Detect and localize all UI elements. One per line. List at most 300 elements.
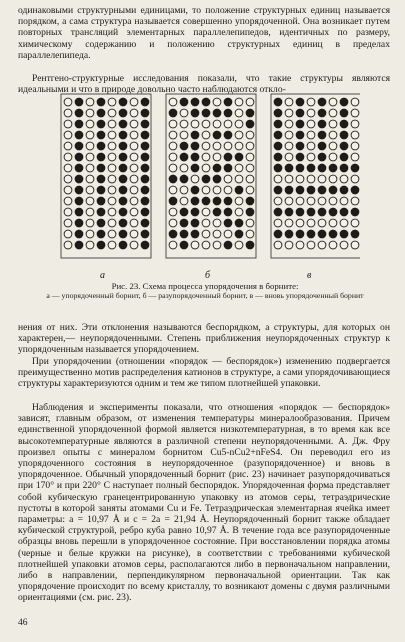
atom-black [235, 230, 243, 238]
atom-white [130, 131, 138, 139]
atom-black [351, 164, 359, 172]
atom-white [86, 153, 94, 161]
atom-black [296, 109, 304, 117]
atom-black [97, 219, 105, 227]
atom-black [224, 109, 232, 117]
atom-white [235, 208, 243, 216]
atom-black [191, 164, 199, 172]
atom-black [119, 153, 127, 161]
atom-white [202, 230, 210, 238]
atom-black [318, 98, 326, 106]
atom-black [180, 208, 188, 216]
atom-white [329, 241, 337, 249]
atom-black [246, 241, 254, 249]
atom-black [180, 219, 188, 227]
atom-black [296, 208, 304, 216]
atom-white [130, 164, 138, 172]
atom-black [285, 164, 293, 172]
atom-white [108, 186, 116, 194]
atom-white [296, 175, 304, 183]
atom-white [307, 241, 315, 249]
atom-white [202, 208, 210, 216]
atom-black [340, 142, 348, 150]
atom-black [191, 219, 199, 227]
atom-black [285, 208, 293, 216]
atom-white [64, 175, 72, 183]
atom-black [180, 98, 188, 106]
atom-white [86, 120, 94, 128]
atom-white [180, 186, 188, 194]
atom-white [235, 142, 243, 150]
atom-black [119, 175, 127, 183]
atom-white [224, 186, 232, 194]
atom-white [246, 230, 254, 238]
atom-black [119, 230, 127, 238]
atom-black [285, 230, 293, 238]
atom-white [130, 109, 138, 117]
atom-white [329, 98, 337, 106]
atom-white [64, 219, 72, 227]
atom-black [296, 120, 304, 128]
atom-black [180, 153, 188, 161]
atom-white [329, 131, 337, 139]
atom-white [329, 109, 337, 117]
atom-white [285, 175, 293, 183]
atom-black [119, 109, 127, 117]
atom-black [141, 186, 149, 194]
atom-white [108, 164, 116, 172]
atom-black [274, 109, 282, 117]
atom-white [307, 197, 315, 205]
atom-black [235, 186, 243, 194]
atom-white [329, 153, 337, 161]
atom-white [285, 153, 293, 161]
paragraph-3: Наблюдения и эксперименты показали, что отношения «порядок — беспорядок» зависят, главным образом, от изменения температуры минералообразования. Причем единственной упорядоченной формой является низкотемпературная, в то время как все высокотемпературные являются в различной степени неупорядоченными. А. Дж. Фру произвел опыты с минералом борнитом Cu5-nCu2+nFeS4. Он переводил его из упорядоченного состояния в неупорядоченное (разупорядоченное) и вновь в упорядоченное. Обычный упорядоченный борнит (рис. 23) начинает разупорядочиваться при 170° и при 220° С наступает полный беспорядок. Упорядоченная форма представляет собой кубическую гранецентрированную упаковку из атомов серы, тетраэдрические пустоты в которой заняты атомами Cu и Fe. Тетраэдрическая элементарная ячейка имеет параметры: a = 10,97 Å и c = 2a = 21,94 Å. Неупорядоченный борнит также обладает кубической структурой, ребро куба равно 10,97 Å. В течение года все разупорядоченные образцы вновь перешли в упорядоченное состояние. При восстановлении порядка атомы (черные и белые кружки на рисунке), в соответствии с требованиями кубической плотнейшей упаковки атомов серы, располагаются либо в первоначальном направлении, либо в направлении, перпендикулярном первоначальной ориентации. Так как упорядочение происходит по всему кристаллу, то возникают домены с двумя различными ориентациями (см. рис. 23). [18, 402, 390, 604]
atom-white [180, 120, 188, 128]
atom-white [64, 164, 72, 172]
atom-white [351, 197, 359, 205]
atom-white [351, 241, 359, 249]
atom-white [329, 197, 337, 205]
atom-white [108, 230, 116, 238]
atom-black [119, 186, 127, 194]
lattice-panel [271, 94, 360, 258]
atom-black [246, 120, 254, 128]
atom-white [130, 197, 138, 205]
atom-white [130, 230, 138, 238]
atom-black [224, 208, 232, 216]
lattice-panel [166, 94, 256, 258]
atom-white [130, 208, 138, 216]
atom-white [169, 219, 177, 227]
atom-white [246, 186, 254, 194]
atom-white [64, 142, 72, 150]
atom-white [235, 175, 243, 183]
atom-black [191, 197, 199, 205]
atom-black [202, 109, 210, 117]
atom-black [75, 186, 83, 194]
figure-caption [40, 282, 370, 300]
atom-black [318, 120, 326, 128]
figure-label-b: б [205, 270, 211, 281]
atom-black [318, 153, 326, 161]
atom-black [169, 197, 177, 205]
atom-white [329, 219, 337, 227]
atom-white [180, 164, 188, 172]
atom-black [75, 164, 83, 172]
atom-black [318, 208, 326, 216]
atom-black [75, 142, 83, 150]
atom-black [329, 230, 337, 238]
atom-white [86, 98, 94, 106]
atom-black [97, 98, 105, 106]
atom-white [169, 131, 177, 139]
atom-black [191, 153, 199, 161]
atom-white [340, 175, 348, 183]
atom-white [130, 98, 138, 106]
atom-black [191, 142, 199, 150]
atom-white [224, 120, 232, 128]
page-number: 46 [18, 618, 28, 628]
atom-black [296, 186, 304, 194]
atom-black [75, 120, 83, 128]
atom-white [202, 241, 210, 249]
atom-white [64, 197, 72, 205]
figure-label-a: а [100, 270, 105, 281]
atom-black [119, 120, 127, 128]
atom-white [329, 120, 337, 128]
atom-black [274, 186, 282, 194]
atom-white [307, 219, 315, 227]
figure-caption-title: Рис. 23. Схема процесса упорядочения в борните: [111, 281, 299, 291]
atom-white [285, 120, 293, 128]
atom-black [340, 208, 348, 216]
atom-white [130, 120, 138, 128]
atom-white [202, 219, 210, 227]
atom-white [108, 120, 116, 128]
atom-black [191, 131, 199, 139]
atom-white [64, 153, 72, 161]
atom-black [224, 153, 232, 161]
atom-white [169, 241, 177, 249]
atom-black [180, 230, 188, 238]
atom-black [296, 142, 304, 150]
atom-black [75, 230, 83, 238]
atom-black [296, 164, 304, 172]
atom-white [64, 98, 72, 106]
atom-white [108, 197, 116, 205]
atom-black [274, 208, 282, 216]
atom-white [340, 219, 348, 227]
atom-white [285, 98, 293, 106]
atom-black [274, 153, 282, 161]
atom-white [285, 219, 293, 227]
atom-white [318, 241, 326, 249]
atom-black [141, 131, 149, 139]
atom-white [180, 109, 188, 117]
atom-white [108, 109, 116, 117]
atom-white [246, 175, 254, 183]
atom-white [296, 197, 304, 205]
atom-black [75, 208, 83, 216]
atom-black [97, 131, 105, 139]
atom-white [213, 219, 221, 227]
atom-black [246, 197, 254, 205]
atom-white [329, 142, 337, 150]
atom-black [318, 109, 326, 117]
atom-white [86, 142, 94, 150]
atom-black [141, 208, 149, 216]
atom-black [296, 131, 304, 139]
atom-black [97, 186, 105, 194]
atom-black [340, 153, 348, 161]
atom-white [64, 109, 72, 117]
atom-white [274, 241, 282, 249]
atom-black [274, 120, 282, 128]
atom-white [307, 175, 315, 183]
atom-black [329, 208, 337, 216]
atom-black [213, 131, 221, 139]
atom-black [351, 230, 359, 238]
atom-black [119, 197, 127, 205]
atom-white [213, 142, 221, 150]
atom-white [169, 153, 177, 161]
atom-black [75, 131, 83, 139]
atom-black [296, 153, 304, 161]
atom-white [213, 120, 221, 128]
atom-white [351, 153, 359, 161]
atom-black [224, 197, 232, 205]
atom-white [307, 153, 315, 161]
atom-white [108, 241, 116, 249]
atom-black [224, 241, 232, 249]
atom-white [130, 186, 138, 194]
atom-black [169, 109, 177, 117]
atom-white [86, 219, 94, 227]
atom-black [75, 241, 83, 249]
atom-black [329, 186, 337, 194]
atom-white [329, 175, 337, 183]
atom-black [97, 208, 105, 216]
atom-white [86, 208, 94, 216]
atom-black [213, 164, 221, 172]
atom-black [141, 120, 149, 128]
atom-black [141, 109, 149, 117]
atom-black [340, 109, 348, 117]
atom-white [202, 153, 210, 161]
atom-black [141, 230, 149, 238]
atom-white [246, 219, 254, 227]
atom-white [274, 175, 282, 183]
atom-black [191, 208, 199, 216]
atom-black [307, 164, 315, 172]
atom-white [180, 131, 188, 139]
atom-black [351, 186, 359, 194]
atom-white [86, 164, 94, 172]
atom-white [130, 153, 138, 161]
atom-black [75, 153, 83, 161]
atom-white [307, 142, 315, 150]
atom-black [191, 186, 199, 194]
atom-white [86, 175, 94, 183]
atom-black [75, 109, 83, 117]
atom-white [202, 164, 210, 172]
atom-white [224, 175, 232, 183]
atom-black [307, 208, 315, 216]
atom-white [285, 131, 293, 139]
atom-black [97, 120, 105, 128]
atom-black [274, 131, 282, 139]
atom-black [97, 197, 105, 205]
atom-black [318, 164, 326, 172]
atom-white [86, 241, 94, 249]
atom-black [191, 109, 199, 117]
atom-black [141, 241, 149, 249]
atom-white [296, 219, 304, 227]
atom-white [169, 98, 177, 106]
atom-black [141, 219, 149, 227]
atom-black [75, 197, 83, 205]
atom-white [351, 120, 359, 128]
atom-white [351, 109, 359, 117]
atom-black [202, 98, 210, 106]
atom-white [235, 131, 243, 139]
atom-white [246, 131, 254, 139]
atom-black [180, 175, 188, 183]
atom-white [307, 120, 315, 128]
atom-black [180, 241, 188, 249]
atom-white [307, 98, 315, 106]
atom-black [75, 219, 83, 227]
atom-black [141, 164, 149, 172]
atom-black [329, 164, 337, 172]
atom-white [235, 120, 243, 128]
atom-white [213, 230, 221, 238]
atom-black [235, 219, 243, 227]
atom-white [202, 120, 210, 128]
atom-white [285, 142, 293, 150]
atom-white [235, 197, 243, 205]
atom-black [213, 109, 221, 117]
atom-white [191, 120, 199, 128]
atom-white [169, 164, 177, 172]
atom-white [64, 230, 72, 238]
atom-black [274, 142, 282, 150]
atom-white [213, 98, 221, 106]
atom-black [97, 153, 105, 161]
atom-black [119, 208, 127, 216]
atom-black [340, 131, 348, 139]
figure-caption-body: а — упорядоченный борнит, б — разупорядоченный борнит, в — вновь упорядоченный борнит [46, 291, 364, 300]
ordering-scheme [60, 93, 360, 273]
atom-white [130, 142, 138, 150]
paragraph-top: одинаковыми структурными единицами, то положение структурных единиц называется порядком, а сама структура называется совершенно упорядоченной. Она возникает путем повторных трансляций элементарных параллелепипедов, идентичных по размеру, химическому содержанию и положению структурных единиц в пределах параллелепипеда. [18, 5, 390, 61]
atom-black [97, 175, 105, 183]
figure-label-c: в [307, 270, 312, 281]
atom-black [141, 153, 149, 161]
atom-white [64, 186, 72, 194]
atom-black [224, 164, 232, 172]
atom-white [235, 109, 243, 117]
atom-white [318, 197, 326, 205]
atom-black [141, 175, 149, 183]
atom-white [246, 98, 254, 106]
atom-black [75, 175, 83, 183]
atom-white [64, 241, 72, 249]
atom-white [86, 131, 94, 139]
atom-black [119, 98, 127, 106]
atom-black [97, 109, 105, 117]
atom-white [130, 175, 138, 183]
atom-white [169, 208, 177, 216]
atom-white [285, 197, 293, 205]
atom-white [307, 109, 315, 117]
atom-white [285, 241, 293, 249]
atom-black [274, 230, 282, 238]
atom-black [75, 98, 83, 106]
atom-black [169, 175, 177, 183]
atom-white [285, 109, 293, 117]
atom-black [97, 142, 105, 150]
atom-black [318, 142, 326, 150]
atom-white [224, 230, 232, 238]
atom-white [296, 241, 304, 249]
atom-black [340, 120, 348, 128]
atom-black [246, 208, 254, 216]
atom-white [86, 230, 94, 238]
atom-black [307, 186, 315, 194]
atom-white [246, 164, 254, 172]
atom-black [318, 131, 326, 139]
atom-white [64, 208, 72, 216]
atom-black [213, 208, 221, 216]
atom-white [86, 186, 94, 194]
atom-white [235, 164, 243, 172]
atom-white [169, 142, 177, 150]
atom-white [130, 241, 138, 249]
atom-black [213, 197, 221, 205]
atom-white [130, 219, 138, 227]
atom-white [307, 131, 315, 139]
atom-black [224, 98, 232, 106]
atom-white [318, 219, 326, 227]
atom-white [235, 241, 243, 249]
atom-black [351, 208, 359, 216]
atom-black [119, 142, 127, 150]
atom-white [86, 109, 94, 117]
atom-white [351, 175, 359, 183]
atom-black [340, 98, 348, 106]
atom-white [351, 98, 359, 106]
atom-white [202, 142, 210, 150]
atom-black [119, 131, 127, 139]
atom-white [169, 186, 177, 194]
atom-white [351, 131, 359, 139]
atom-white [274, 197, 282, 205]
atom-white [274, 219, 282, 227]
atom-black [191, 230, 199, 238]
atom-black [119, 164, 127, 172]
atom-black [97, 164, 105, 172]
atom-black [119, 219, 127, 227]
paragraph-1: нения от них. Эти отклонения называются беспорядком, а структуры, для которых он характерен,— неупорядоченными. Степень приближения неупорядоченных структур к упорядоченным называется упорядочением. [18, 322, 390, 356]
atom-white [246, 142, 254, 150]
atom-black [296, 98, 304, 106]
atom-white [202, 186, 210, 194]
atom-white [213, 153, 221, 161]
paragraph-rentgen: Рентгено-структурные исследования показали, что такие структуры являются идеальными и что в природе довольно часто наблюдаются откло- [18, 73, 390, 96]
atom-white [246, 153, 254, 161]
